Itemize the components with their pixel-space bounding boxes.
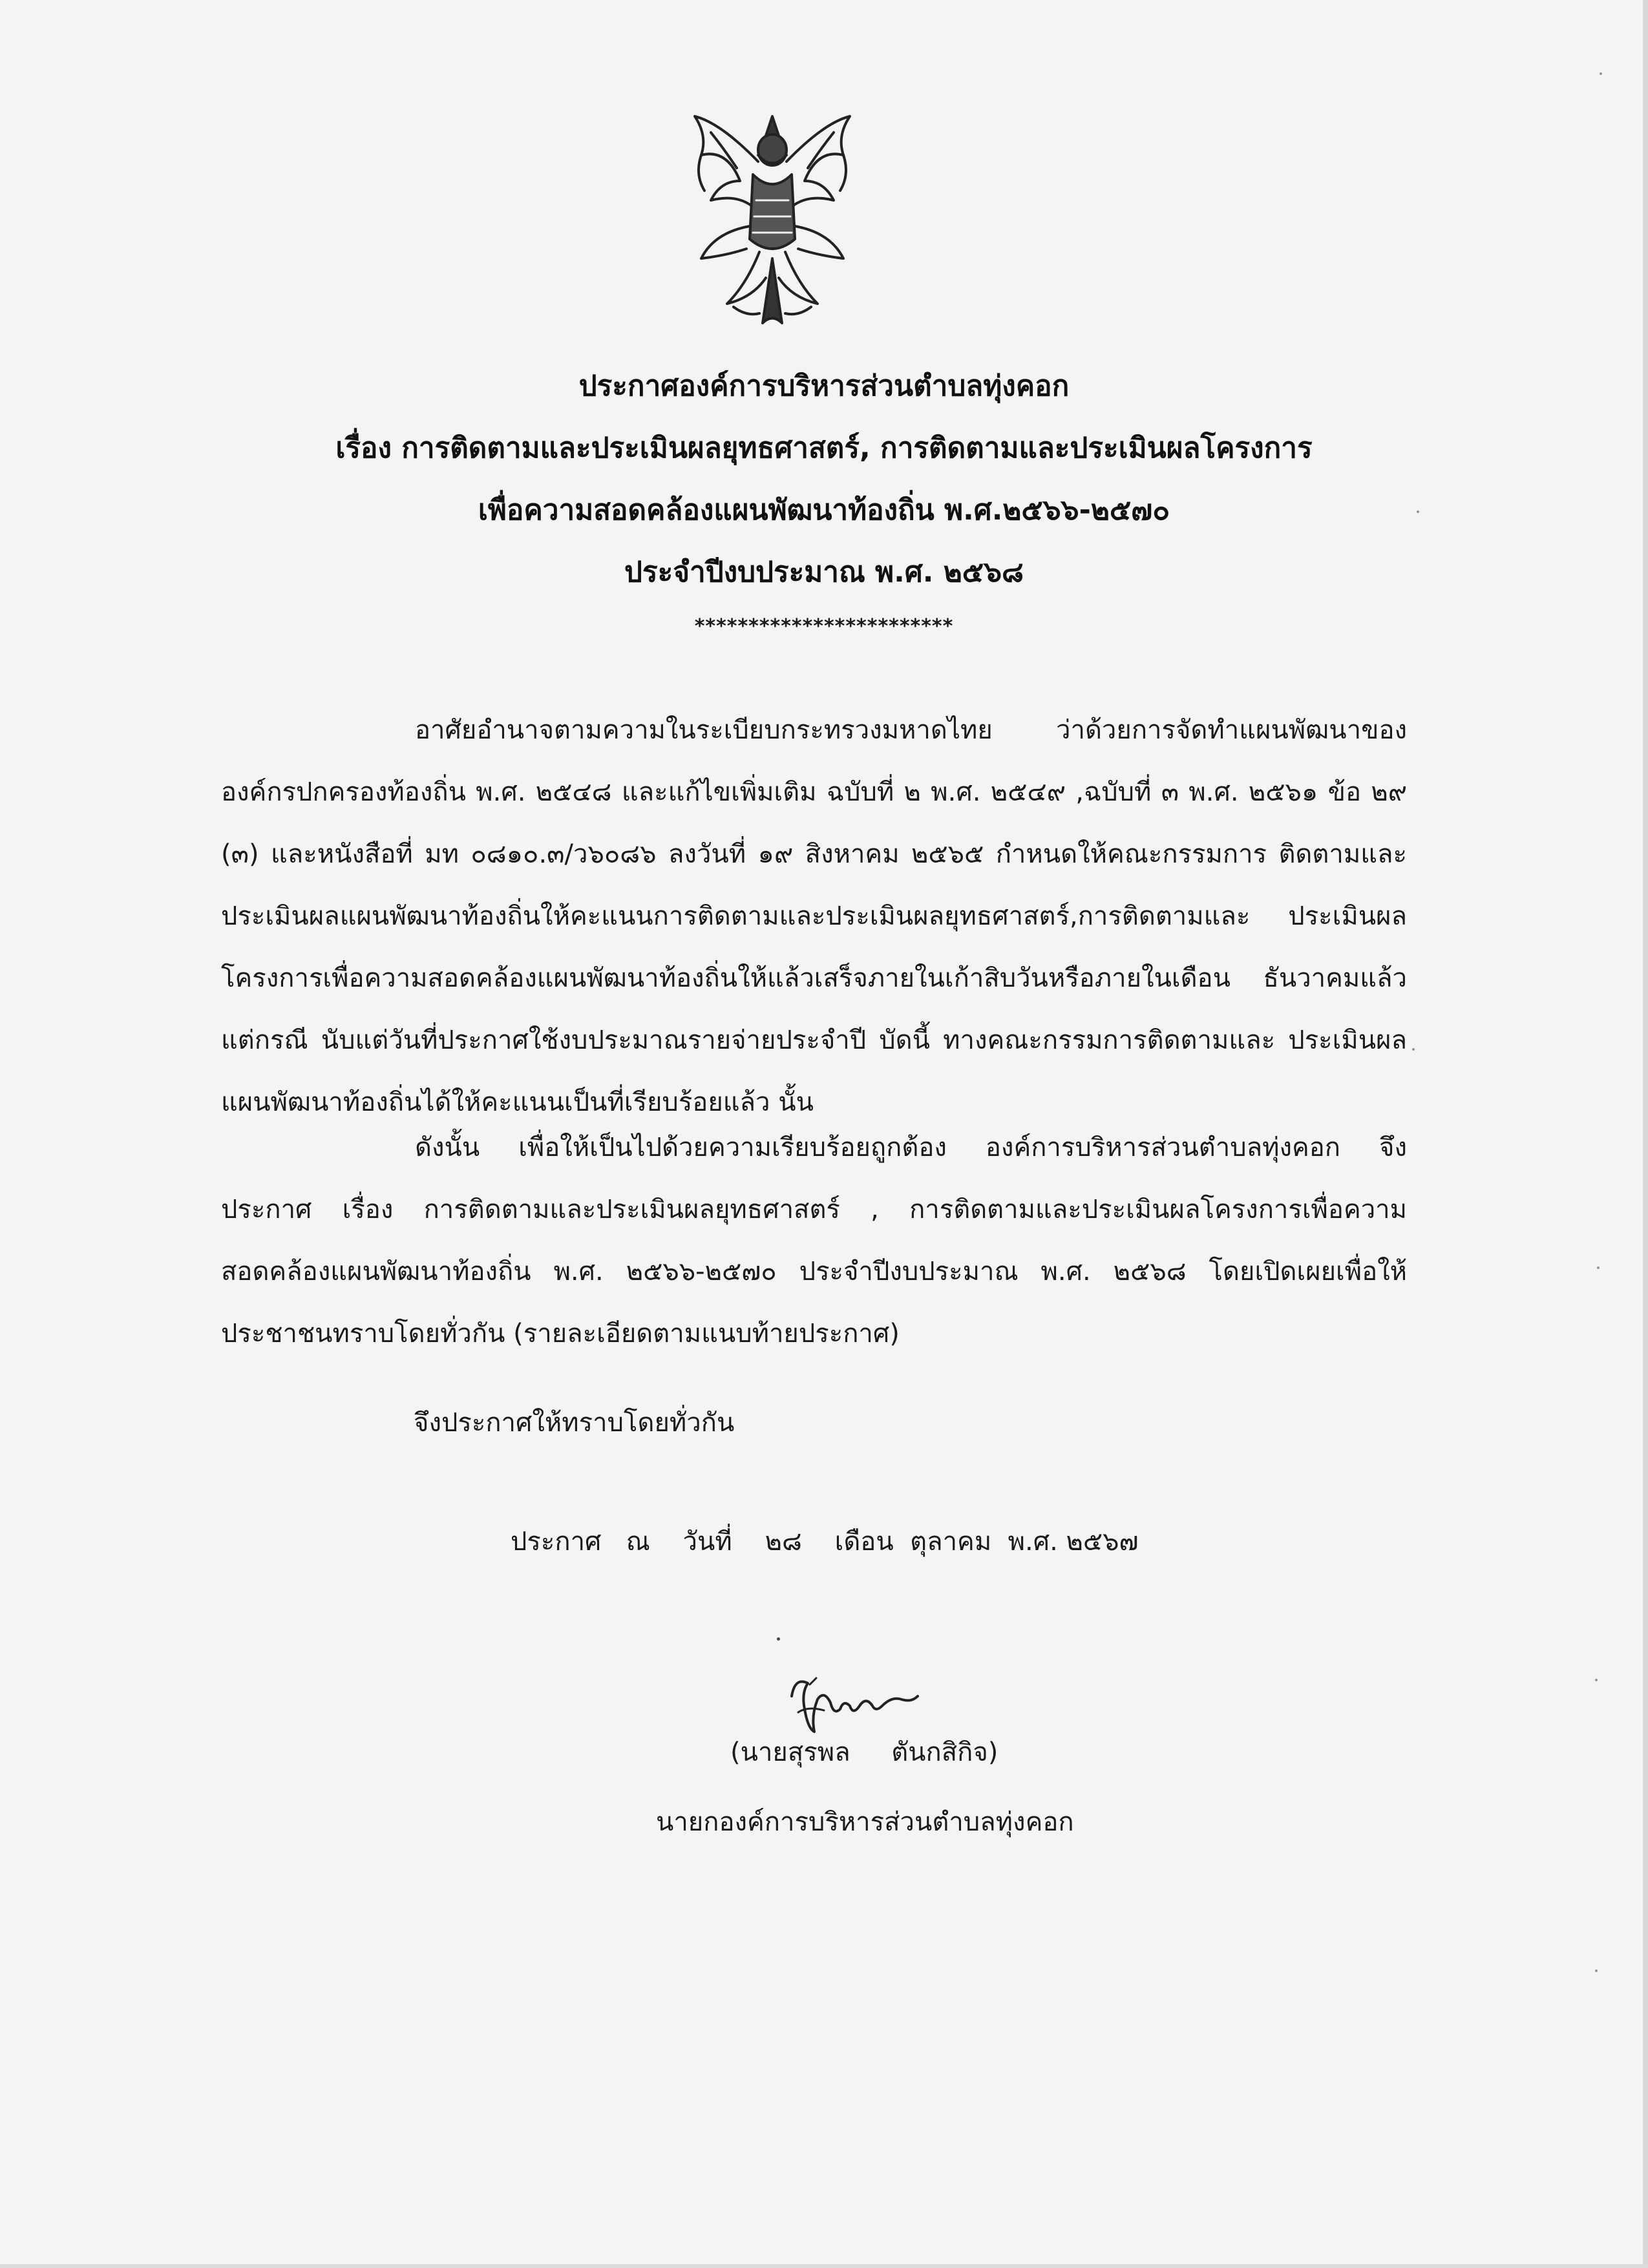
closing-line: จึงประกาศให้ทราบโดยทั่วกัน: [414, 1408, 735, 1438]
title-line-4: ประจำปีงบประมาณ พ.ศ. ๒๕๖๘: [624, 556, 1024, 589]
paragraph-authority: อาศัยอำนาจตามความในระเบียบกระทรวงมหาดไทย ว่าด้วยการจัดทำแผนพัฒนาของ องค์กรปกครองท้องถิ่น พ.ศ. ๒๕๔๘ และแก้ไขเพิ่มเติม ฉบับที่ ๒ พ.ศ. ๒๕๔๙ ,ฉบับที่ ๓ พ.ศ. ๒๕๖๑ ข้อ ๒๙ (๓) และหนังสือที่ มท ๐๘๑๐.๓/ว๖๐๘๖ ลงวันที่ ๑๙ สิงหาคม ๒๕๖๕ กำหนดให้คณะกรรมการ ติดตามและประเมินผลแผนพัฒนาท้องถิ่นให้คะแนนการติดตามและประเมินผลยุทธศาสตร์,การติดตามและ ประเมินผลโครงการเพื่อความสอดคล้องแผนพัฒนาท้องถิ่นให้แล้วเสร็จภายในเก้าสิบวันหรือภายในเดือน ธันวาคมแล้วแต่กรณี นับแต่วันที่ประกาศใช้งบประมาณรายจ่ายประจำปี บัดนี้ ทางคณะกรรมการติดตามและ ประเมินผลแผนพัฒนาท้องถิ่นได้ให้คะแนนเป็นที่เรียบร้อยแล้ว นั้น: [221, 715, 1407, 1117]
title-line-2: เรื่อง การติดตามและประเมินผลยุทธศาสตร์, การติดตามและประเมินผลโครงการ: [335, 432, 1313, 465]
title-line-1: ประกาศองค์การบริหารส่วนตำบลทุ่งคอก: [578, 370, 1070, 403]
scan-speck: [1595, 1679, 1598, 1681]
separator: ************************: [694, 615, 954, 638]
scan-speck: [1600, 72, 1602, 75]
scan-edge-bottom: [0, 2264, 1648, 2268]
title-line-3: เพื่อความสอดคล้องแผนพัฒนาท้องถิ่น พ.ศ.๒๕๖๖-๒๕๗๐: [478, 494, 1170, 527]
scan-edge-right: [1643, 0, 1648, 2268]
paragraph-announcement: ดังนั้น เพื่อให้เป็นไปด้วยความเรียบร้อยถูกต้อง องค์การบริหารส่วนตำบลทุ่งคอก จึง ประกาศ เรื่อง การติดตามและประเมินผลยุทธศาสตร์ , การติดตามและประเมินผลโครงการเพื่อความ สอดคล้องแผนพัฒนาท้องถิ่น พ.ศ. ๒๕๖๖-๒๕๗๐ ประจำปีงบประมาณ พ.ศ. ๒๕๖๘ โดยเปิดเผยเพื่อให้ ประชาชนทราบโดยทั่วกัน (รายละเอียดตามแนบท้ายประกาศ): [221, 1133, 1407, 1349]
garuda-emblem-icon: [675, 110, 869, 330]
signer-position: นายกองค์การบริหารส่วนตำบลทุ่งคอก: [656, 1807, 1074, 1837]
date-line: ประกาศ ณ วันที่ ๒๘ เดือน ตุลาคม พ.ศ. ๒๕๖๗: [511, 1527, 1139, 1557]
scan-speck: [1417, 510, 1419, 513]
scan-speck: [1595, 1969, 1598, 1972]
ink-dot: [777, 1637, 780, 1641]
scan-speck: [1412, 1048, 1415, 1051]
signer-name: (นายสุรพล ตันกสิกิจ): [730, 1738, 998, 1767]
scan-speck: [1597, 1266, 1600, 1269]
